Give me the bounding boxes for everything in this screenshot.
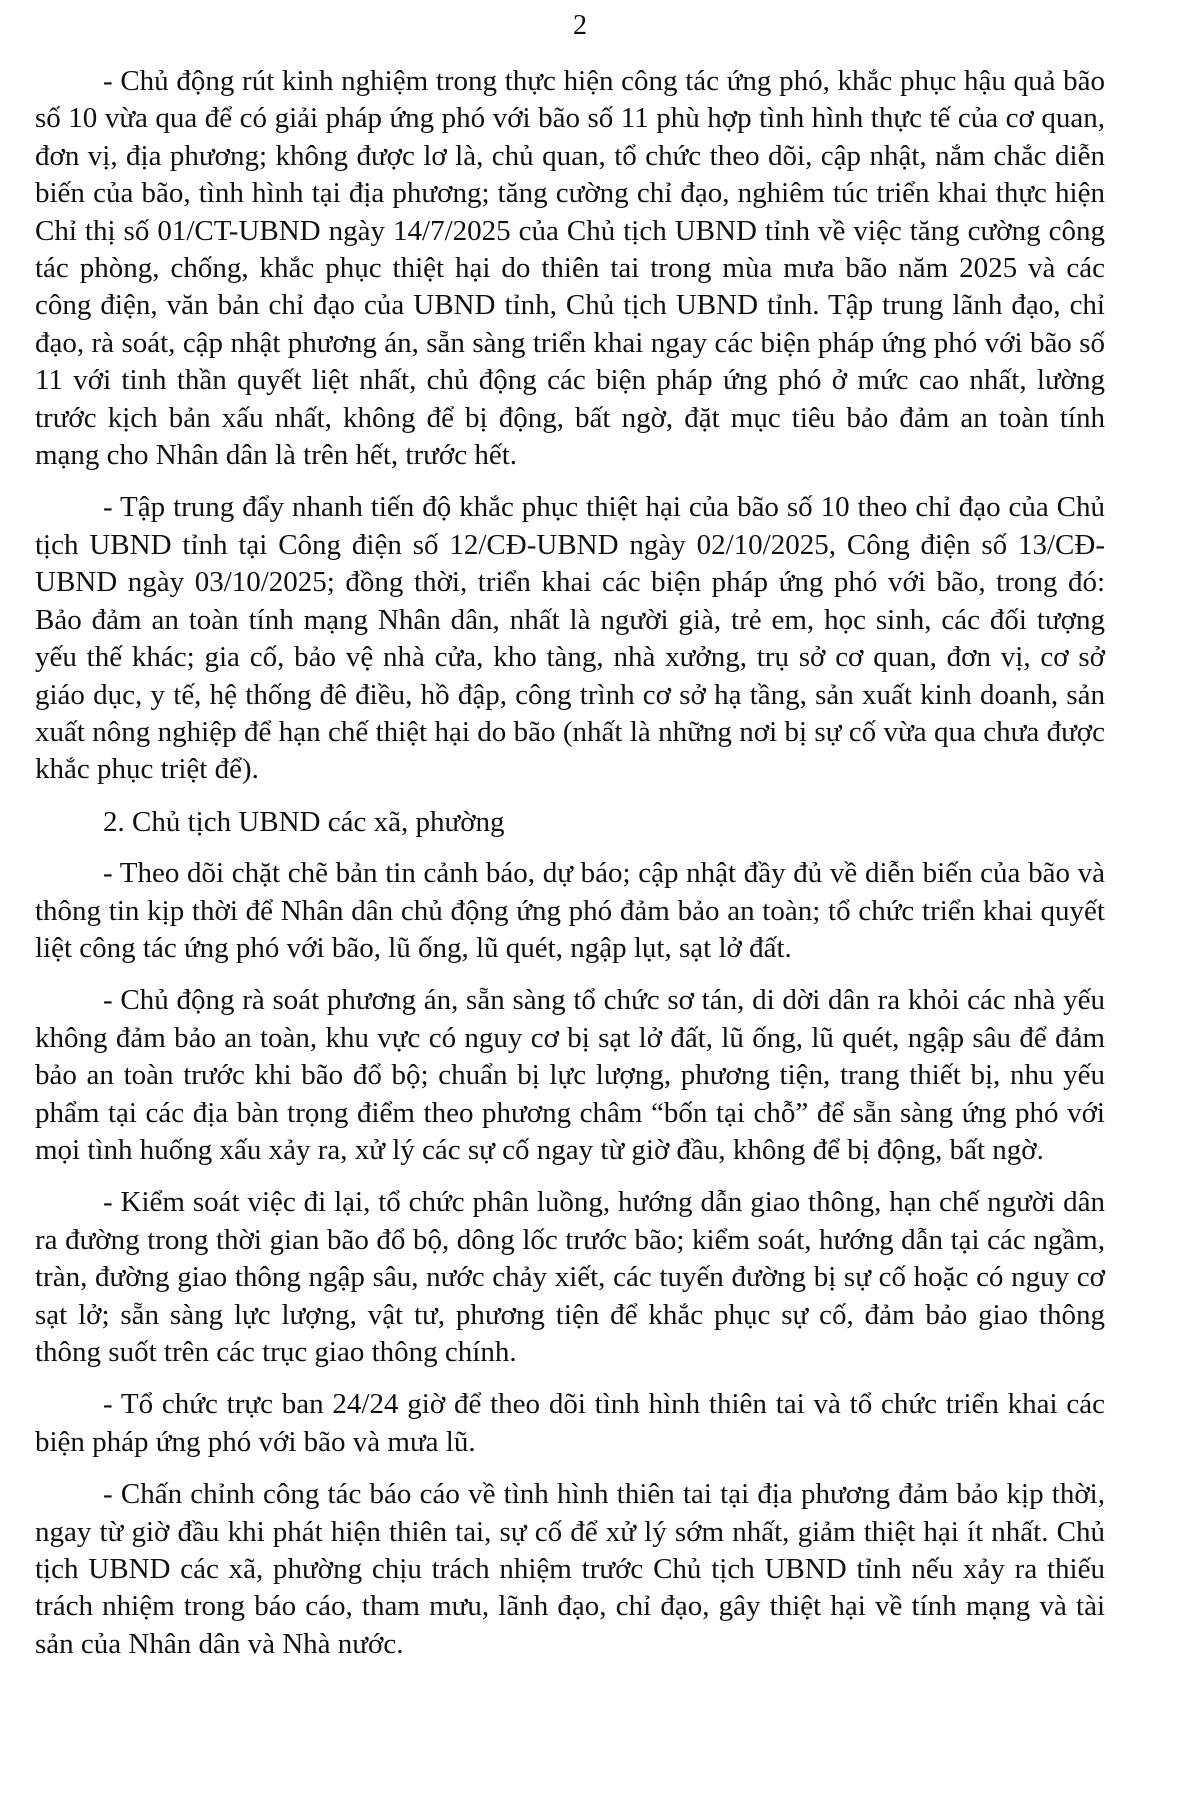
- paragraph-theo-doi-ban-tin: - Theo dõi chặt chẽ bản tin cảnh báo, dự báo; cập nhật đầy đủ về diễn biến của bão và thông tin kịp thời để Nhân dân chủ động ứng phó đảm bảo an toàn; tổ chức triển khai quyết liệt công tác ứng phó với bão, lũ ống, lũ quét, ngập lụt, sạt lở đất.: [35, 857, 1105, 964]
- paragraph-truc-ban: - Tổ chức trực ban 24/24 giờ để theo dõi tình hình thiên tai và tổ chức triển khai các biện pháp ứng phó với bão và mưa lũ.: [35, 1388, 1105, 1458]
- paragraph-rut-kinh-nghiem: - Chủ động rút kinh nghiệm trong thực hiện công tác ứng phó, khắc phục hậu quả bão số 10 vừa qua để có giải pháp ứng phó với bão số 11 phù hợp tình hình thực tế của cơ quan, đơn vị, địa phương; không được lơ là, chủ quan, tổ chức theo dõi, cập nhật, nắm chắc diễn biến của bão, tình hình tại địa phương; tăng cường chỉ đạo, nghiêm túc triển khai thực hiện Chỉ thị số 01/CT-UBND ngày 14/7/2025 của Chủ tịch UBND tỉnh về việc tăng cường công tác phòng, chống, khắc phục thiệt hại do thiên tai trong mùa mưa bão năm 2025 và các công điện, văn bản chỉ đạo của UBND tỉnh, Chủ tịch UBND tỉnh. Tập trung lãnh đạo, chỉ đạo, rà soát, cập nhật phương án, sẵn sàng triển khai ngay các biện pháp ứng phó với bão số 11 với tinh thần quyết liệt nhất, chủ động các biện pháp ứng phó ở mức cao nhất, lường trước kịch bản xấu nhất, không để bị động, bất ngờ, đặt mục tiêu bảo đảm an toàn tính mạng cho Nhân dân là trên hết, trước hết.: [35, 65, 1105, 472]
- section-heading-chu-tich-xa-phuong: 2. Chủ tịch UBND các xã, phường: [103, 805, 505, 838]
- paragraph-khac-phuc-bao-so-10: - Tập trung đẩy nhanh tiến độ khắc phục thiệt hại của bão số 10 theo chỉ đạo của Chủ tịch UBND tỉnh tại Công điện số 12/CĐ-UBND ngày 02/10/2025, Công điện số 13/CĐ-UBND ngày 03/10/2025; đồng thời, triển khai các biện pháp ứng phó với bão, trong đó: Bảo đảm an toàn tính mạng Nhân dân, nhất là người già, trẻ em, học sinh, các đối tượng yếu thế khác; gia cố, bảo vệ nhà cửa, kho tàng, nhà xưởng, trụ sở cơ quan, đơn vị, cơ sở giáo dục, y tế, hệ thống đê điều, hồ đập, công trình cơ sở hạ tầng, sản xuất kinh doanh, sản xuất nông nghiệp để hạn chế thiệt hại do bão (nhất là những nơi bị sự cố vừa qua chưa được khắc phục triệt để).: [35, 491, 1105, 786]
- page-number: 2: [573, 10, 587, 41]
- paragraph-kiem-soat-di-lai: - Kiểm soát việc đi lại, tổ chức phân luồng, hướng dẫn giao thông, hạn chế người dân ra đường trong thời gian bão đổ bộ, dông lốc trước bão; kiểm soát, hướng dẫn tại các ngầm, tràn, đường giao thông ngập sâu, nước chảy xiết, các tuyến đường bị sự cố hoặc có nguy cơ sạt lở; sẵn sàng lực lượng, vật tư, phương tiện để khắc phục sự cố, đảm bảo giao thông thông suốt trên các trục giao thông chính.: [35, 1186, 1105, 1368]
- paragraph-chan-chinh-bao-cao: - Chấn chỉnh công tác báo cáo về tình hình thiên tai tại địa phương đảm bảo kịp thời, ngay từ giờ đầu khi phát hiện thiên tai, sự cố để xử lý sớm nhất, giảm thiệt hại ít nhất. Chủ tịch UBND các xã, phường chịu trách nhiệm trước Chủ tịch UBND tỉnh nếu xảy ra thiếu trách nhiệm trong báo cáo, tham mưu, lãnh đạo, chỉ đạo, gây thiệt hại về tính mạng và tài sản của Nhân dân và Nhà nước.: [35, 1478, 1105, 1660]
- paragraph-so-tan-di-doi: - Chủ động rà soát phương án, sẵn sàng tổ chức sơ tán, di dời dân ra khỏi các nhà yếu không đảm bảo an toàn, khu vực có nguy cơ bị sạt lở đất, lũ ống, lũ quét, ngập sâu để đảm bảo an toàn trước khi bão đổ bộ; chuẩn bị lực lượng, phương tiện, trang thiết bị, nhu yếu phẩm tại các địa bàn trọng điểm theo phương châm “bốn tại chỗ” để sẵn sàng ứng phó với mọi tình huống xấu xảy ra, xử lý các sự cố ngay từ giờ đầu, không để bị động, bất ngờ.: [35, 984, 1105, 1166]
